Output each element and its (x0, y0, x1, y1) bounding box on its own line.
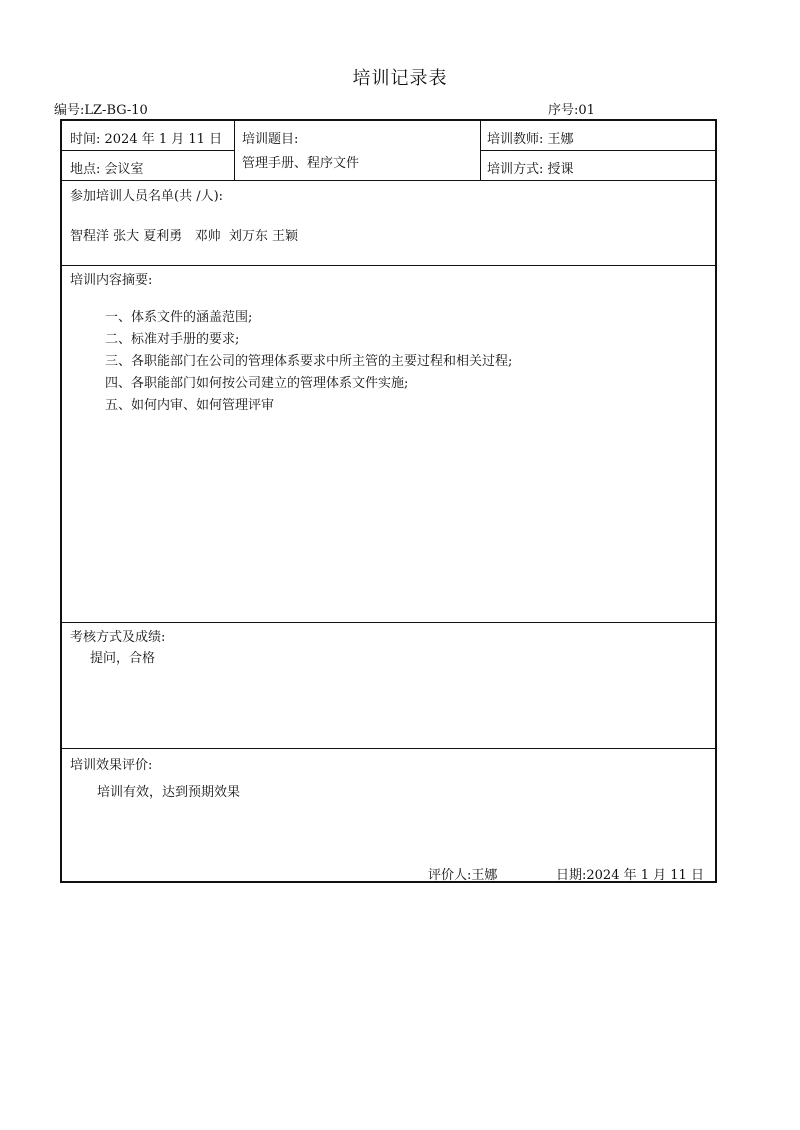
content-list (105, 307, 512, 417)
training-record-form (60, 119, 717, 883)
row-divider (62, 180, 717, 181)
list-item: 五、如何内审、如何管理评审 (105, 398, 275, 413)
list-item: 四、各职能部门如何按公司建立的管理体系文件实施; (105, 376, 409, 391)
document-number: 编号:LZ-BG-10 (54, 103, 148, 118)
page-title: 培训记录表 (352, 68, 448, 89)
assessment-value: 提问，合格 (90, 651, 156, 666)
column-divider (234, 121, 235, 181)
serial-number: 序号:01 (548, 103, 595, 118)
row-divider (62, 150, 234, 151)
attendees-label: 参加培训人员名单(共 /人): (70, 189, 224, 204)
row-divider (62, 622, 717, 623)
training-method: 培训方式: 授课 (487, 162, 574, 177)
topic-value: 管理手册、程序文件 (242, 156, 360, 171)
training-location: 地点: 会议室 (70, 162, 144, 177)
topic-label: 培训题目: (242, 132, 299, 147)
evaluation-label: 培训效果评价: (70, 758, 153, 773)
row-divider (480, 150, 717, 151)
list-item: 一、体系文件的涵盖范围; (105, 310, 253, 325)
training-teacher: 培训教师: 王娜 (487, 132, 574, 147)
list-item: 三、各职能部门在公司的管理体系要求中所主管的主要过程和相关过程; (105, 354, 513, 369)
evaluator: 评价人:王娜 (428, 868, 498, 883)
list-item: 二、标准对手册的要求; (105, 332, 240, 347)
evaluation-value: 培训有效，达到预期效果 (97, 785, 241, 800)
content-label: 培训内容摘要: (70, 273, 153, 288)
column-divider (480, 121, 481, 181)
row-divider (62, 265, 717, 266)
evaluation-date: 日期:2024 年 1 月 11 日 (556, 868, 704, 883)
assessment-label: 考核方式及成绩: (70, 630, 166, 645)
attendees-list: 智程洋 张大 夏利勇 邓帅 刘万东 王颖 (70, 229, 299, 244)
row-divider (62, 748, 717, 749)
training-time: 时间: 2024 年 1 月 11 日 (70, 132, 223, 147)
